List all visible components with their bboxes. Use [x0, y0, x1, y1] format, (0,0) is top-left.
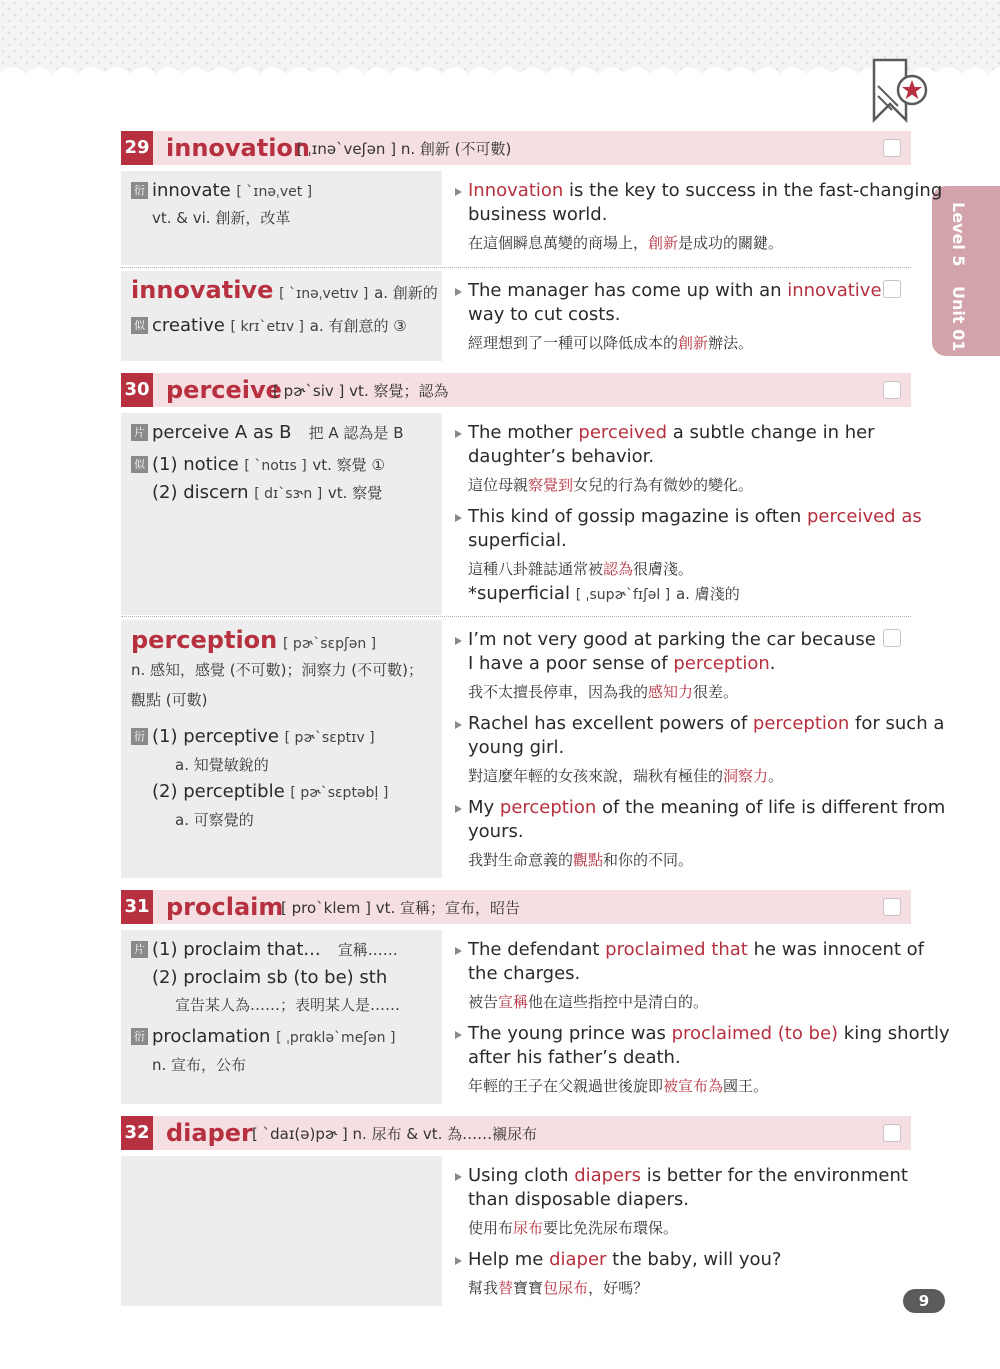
synonym-tag-icon: 似 [131, 456, 148, 473]
example-zh: 使用布尿布要比免洗尿布環保。 [468, 1219, 679, 1237]
example-en: Innovation is the key to success in the fast-changing [468, 180, 943, 201]
example-zh: 在這個瞬息萬變的商場上，創新是成功的關鍵。 [468, 234, 784, 252]
example-zh: 經理想到了一種可以降低成本的創新辦法。 [468, 334, 754, 352]
checkbox[interactable] [883, 280, 901, 298]
derived-line-2: (2) perceptible [ pɚˋsɛptəbḷ ] [152, 781, 389, 802]
example-zh: 被告宣稱他在這些指控中是清白的。 [468, 993, 709, 1011]
example-en: My perception of the meaning of life is different from [468, 797, 946, 818]
phrase-tag-icon: 片 [131, 424, 148, 441]
example-en-line2: yours. [468, 821, 524, 842]
unit-label: Unit 01 [949, 286, 968, 352]
derived-tag-icon: 衍 [131, 1028, 148, 1045]
checkbox[interactable] [883, 381, 901, 399]
derived-meaning: n. 宣布，公布 [152, 1056, 247, 1074]
bullet-icon [455, 721, 462, 729]
bullet-icon [455, 288, 462, 296]
example-en: The mother perceived a subtle change in her [468, 422, 875, 443]
example-en-line2: after his father’s death. [468, 1047, 681, 1068]
derived-line: 衍 innovate [ ˋɪnəˌvet ] [131, 179, 312, 204]
sub-entry-meaning-2: 觀點 (可數) [131, 691, 208, 709]
example-en-line2: superficial. [468, 530, 567, 551]
derived-tag-icon: 衍 [131, 182, 148, 199]
headword-definition: [ ˋdaɪ(ə)pɚ ] n. 尿布 & vt. 為……襯尿布 [252, 1125, 538, 1143]
bullet-icon [455, 805, 462, 813]
example-zh: 對這麼年輕的女孩來說，瑞秋有極佳的洞察力。 [468, 767, 784, 785]
level-unit-tab[interactable] [932, 186, 1000, 356]
bullet-icon [455, 188, 462, 196]
bullet-icon [455, 514, 462, 522]
example-zh: 我不太擅長停車，因為我的感知力很差。 [468, 683, 739, 701]
bullet-icon [455, 947, 462, 955]
example-zh: 我對生命意義的觀點和你的不同。 [468, 851, 694, 869]
entry-header-30 [121, 373, 911, 407]
example-en-line2: way to cut costs. [468, 304, 621, 325]
headword: perceive [166, 376, 282, 404]
example-en: The manager has come up with an innovative [468, 280, 882, 301]
entry-header-29 [121, 131, 911, 165]
example-en: This kind of gossip magazine is often perceived as [468, 506, 922, 527]
synonym-line-2: (2) discern [ dɪˋsɝn ] vt. 察覺 [152, 482, 383, 503]
example-zh: 這位母親察覺到女兒的行為有微妙的變化。 [468, 476, 754, 494]
synonym-tag-icon: 似 [131, 317, 148, 334]
derived-tag-icon: 衍 [131, 728, 148, 745]
bullet-icon [455, 637, 462, 645]
example-en: The young prince was proclaimed (to be) king shortly [468, 1023, 950, 1044]
entry-number: 29 [121, 131, 153, 165]
checkbox[interactable] [883, 629, 901, 647]
headword-definition: [ pɚˋsiv ] vt. 察覺；認為 [273, 382, 449, 400]
page-number: 9 [903, 1289, 945, 1313]
example-en: I’m not very good at parking the car because [468, 629, 876, 650]
entry-header-31 [121, 890, 911, 924]
phrase-line: 片 (1) proclaim that... 宣稱…… [131, 938, 398, 962]
synonym-line: 似 (1) notice [ ˋnotɪs ] vt. 察覺 ① [131, 453, 385, 478]
entry-number: 31 [121, 890, 153, 924]
example-en-line2: than disposable diapers. [468, 1189, 689, 1210]
entry-header-32 [121, 1116, 911, 1150]
headword: diaper [166, 1119, 253, 1147]
bullet-icon [455, 1031, 462, 1039]
dotted-divider [121, 616, 911, 617]
derived-meaning-2: a. 可察覺的 [175, 811, 254, 829]
headword-definition: [ proˋklem ] vt. 宣稱；宣布，昭告 [281, 899, 521, 917]
headword: proclaim [166, 893, 284, 921]
derived-meaning: a. 知覺敏銳的 [175, 756, 269, 774]
example-en: Help me diaper the baby, will you? [468, 1249, 782, 1270]
example-en: The defendant proclaimed that he was innocent of [468, 939, 924, 960]
entry-number: 32 [121, 1116, 153, 1150]
derived-line: 衍 (1) perceptive [ pɚˋsɛptɪv ] [131, 725, 375, 750]
sub-entry-meaning: n. 感知，感覺 (不可數)；洞察力 (不可數)； [131, 661, 423, 679]
left-column-32 [121, 1156, 442, 1306]
sub-entry-line: perception [ pɚˋsɛpʃən ] [131, 626, 377, 654]
example-en: Using cloth diapers is better for the environment [468, 1165, 908, 1186]
bookmark-star-icon [868, 56, 932, 126]
checkbox[interactable] [883, 898, 901, 916]
headword: innovation [166, 134, 310, 162]
level-label: Level 5 [949, 202, 968, 267]
example-en: Rachel has excellent powers of perception for such a [468, 713, 945, 734]
phrase-line: 片 perceive A as B 把 A 認為是 B [131, 421, 403, 445]
top-decorative-band [0, 0, 1000, 84]
example-zh: 這種八卦雜誌通常被認為很膚淺。 [468, 560, 694, 578]
checkbox[interactable] [883, 1124, 901, 1142]
phrase-meaning-2: 宣告某人為……；表明某人是…… [175, 996, 401, 1014]
example-zh: 年輕的王子在父親過世後旋即被宣布為國王。 [468, 1077, 769, 1095]
example-en-line2: the charges. [468, 963, 581, 984]
vocab-note: *superficial [ ˌsupɚˋfɪʃəl ] a. 膚淺的 [468, 583, 740, 604]
derived-line: 衍 proclamation [ ˌprɑkləˋmeʃən ] [131, 1025, 395, 1050]
example-zh: 幫我替寶寶包尿布，好嗎？ [468, 1279, 649, 1297]
bullet-icon [455, 1257, 462, 1265]
example-en-line2: business world. [468, 204, 608, 225]
bullet-icon [455, 430, 462, 438]
synonym-line: 似 creative [ krɪˋetɪv ] a. 有創意的 ③ [131, 314, 407, 339]
dotted-divider [121, 267, 911, 268]
checkbox[interactable] [883, 139, 901, 157]
example-en-line2: daughter’s behavior. [468, 446, 655, 467]
headword-definition: [ ˌɪnəˋveʃən ] n. 創新 (不可數) [297, 140, 512, 158]
example-en-line2: I have a poor sense of perception. [468, 653, 776, 674]
sub-entry-line: innovative [ ˋɪnəˌvetɪv ] a. 創新的 [131, 276, 438, 304]
phrase-line-2: (2) proclaim sb (to be) sth [152, 967, 388, 988]
bullet-icon [455, 1173, 462, 1181]
derived-meaning: vt. & vi. 創新，改革 [152, 209, 291, 227]
phrase-tag-icon: 片 [131, 941, 148, 958]
entry-number: 30 [121, 373, 153, 407]
example-en-line2: young girl. [468, 737, 565, 758]
